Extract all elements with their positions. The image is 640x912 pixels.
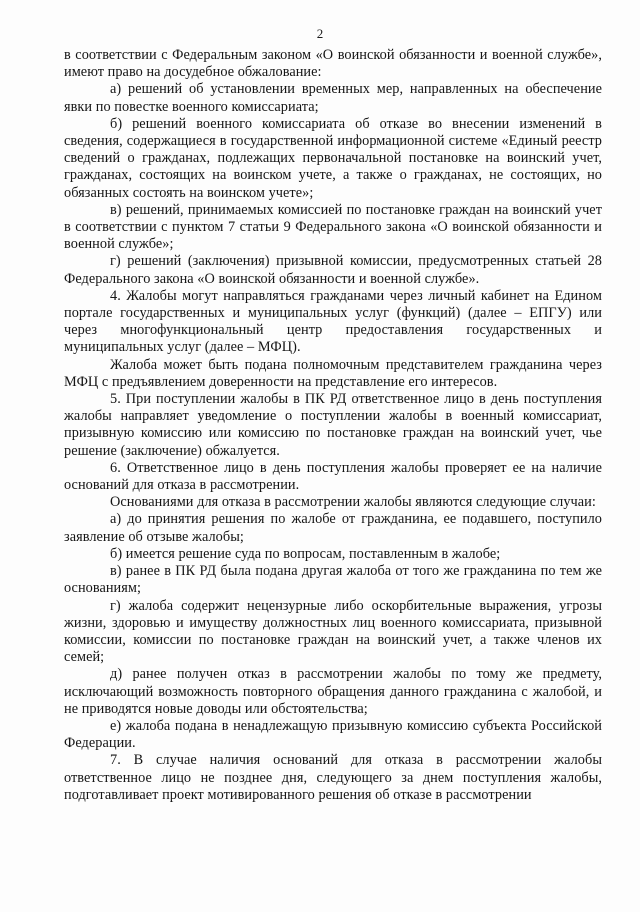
paragraph: б) имеется решение суда по вопросам, поставленным в жалобе; <box>110 545 501 562</box>
page-number: 2 <box>316 26 324 41</box>
paragraph: в) решений, принимаемых комиссией по постановке граждан на воинский учет в соответствии с пунктом 7 статьи 9 Федерального закона «О воинской обязанности и военной службе»; <box>64 201 602 253</box>
paragraph: Жалоба может быть подана полномочным представителем гражданина через МФЦ с предъявлением доверенности на представление его интересов. <box>64 356 602 390</box>
paragraph: 7. В случае наличия оснований для отказа в рассмотрении жалобы ответственное лицо не позднее дня, следующего за днем поступления жалобы, подготавливает проект мотивированного решения об отказе в рассмотрении <box>64 752 602 803</box>
document-body <box>64 47 602 804</box>
paragraph: б) решений военного комиссариата об отказе во внесении изменений в сведения, содержащиеся в государственной информационной системе «Единый реестр сведений о гражданах, подлежащих первоначальной постановке на воинский учет, гражданах, состоящих на воинском учете, а также о гражданах, не состоящих, но обязанных состоять на воинском учете»; <box>64 115 602 201</box>
paragraph: 4. Жалобы могут направляться гражданами через личный кабинет на Едином портале государственных и муниципальных услуг (функций) (далее – ЕПГУ) или через многофункциональный центр предоставления государственных и муниципальных услуг (далее – МФЦ). <box>64 287 602 356</box>
paragraph: г) решений (заключения) призывной комиссии, предусмотренных статьей 28 Федерального закона «О воинской обязанности и военной службе». <box>64 253 602 287</box>
paragraph: в соответствии с Федеральным законом «О воинской обязанности и военной службе», имеют право на досудебное обжалование: <box>64 47 602 81</box>
paragraph: д) ранее получен отказ в рассмотрении жалобы по тому же предмету, исключающий возможность повторного обращения данного гражданина с жалобой, и не приводятся новые доводы или обстоятельства; <box>64 666 602 717</box>
paragraph: 5. При поступлении жалобы в ПК РД ответственное лицо в день поступления жалобы направляет уведомление о поступлении жалобы в военный комиссариат, призывную комиссию или комиссию по постановке граждан на воинский учет, чье решение (заключение) обжалуется. <box>64 391 602 459</box>
paragraph: а) до принятия решения по жалобе от гражданина, ее подавшего, поступило заявление об отзыве жалобы; <box>64 511 602 545</box>
paragraph: е) жалоба подана в ненадлежащую призывную комиссию субъекта Российской Федерации. <box>64 717 602 752</box>
paragraph: Основаниями для отказа в рассмотрении жалобы являются следующие случаи: <box>110 494 596 511</box>
paragraph: г) жалоба содержит нецензурные либо оскорбительные выражения, угрозы жизни, здоровью и имуществу должностных лиц военного комиссариата, призывной комиссии, комиссии по постановке граждан на воинский учет, а также членов их семей; <box>64 597 602 666</box>
paragraph: в) ранее в ПК РД была подана другая жалоба от того же гражданина по тем же основаниям; <box>64 563 602 597</box>
paragraph: а) решений об установлении временных мер, направленных на обеспечение явки по повестке военного комиссариата; <box>64 81 602 115</box>
paragraph: 6. Ответственное лицо в день поступления жалобы проверяет ее на наличие оснований для отказа в рассмотрении. <box>64 459 602 494</box>
